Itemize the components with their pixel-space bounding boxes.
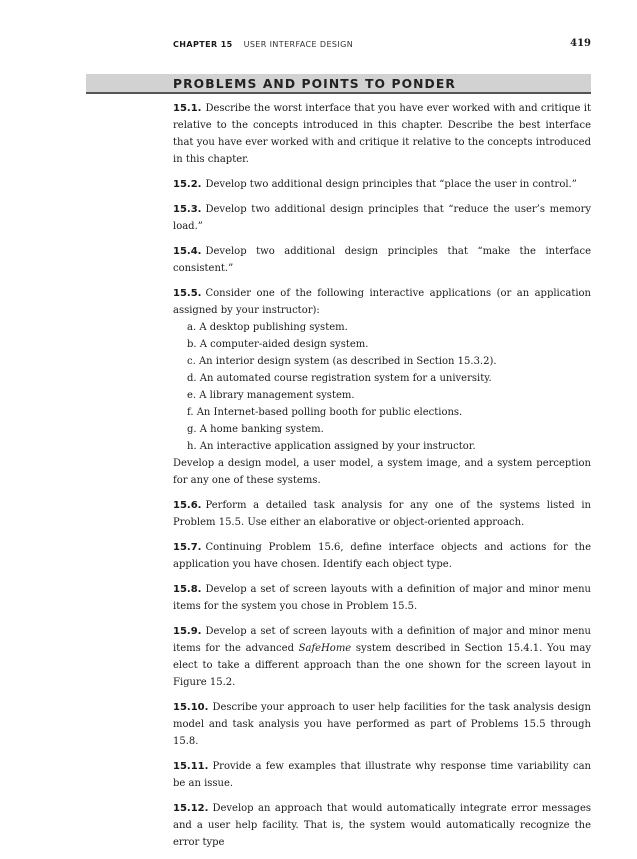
problem-text: Develop an approach that would automatically integrate error messages and a user help facility. That is, the system would automatically recognize the error type — [173, 803, 591, 848]
problem-15-1 — [173, 100, 591, 168]
problem-number: 15.2. — [173, 179, 202, 190]
problem-15-12 — [173, 800, 591, 851]
chapter-label: CHAPTER 15 — [173, 40, 233, 49]
problem-text: Consider one of the following interactive applications (or an application assigned by your instructor): — [173, 288, 591, 316]
problem-number: 15.6. — [173, 500, 202, 511]
problem-number: 15.5. — [173, 288, 202, 299]
problem-number: 15.7. — [173, 542, 202, 553]
problem-text: Develop two additional design principles that “make the interface consistent.” — [173, 246, 591, 274]
list-item: a. A desktop publishing system. — [187, 322, 348, 333]
list-item: e. A library management system. — [187, 390, 355, 401]
problem-15-4 — [173, 243, 591, 277]
problem-text: Provide a few examples that illustrate why response time variability can be an issue. — [173, 761, 591, 789]
problem-15-7 — [173, 539, 591, 573]
list-item: c. An interior design system (as described in Section 15.3.2). — [187, 356, 497, 367]
page-number: 419 — [570, 38, 591, 49]
problem-text: Develop a set of screen layouts with a definition of major and minor menu items for the system you chose in Problem 15.5. — [173, 584, 591, 612]
problem-text: Continuing Problem 15.6, define interface objects and actions for the application you have chosen. Identify each object type. — [173, 542, 591, 570]
problem-number: 15.3. — [173, 204, 202, 215]
problem-text: Develop two additional design principles that “place the user in control.” — [205, 179, 577, 190]
problem-15-3 — [173, 201, 591, 235]
problem-15-11 — [173, 758, 591, 792]
list-item: g. A home banking system. — [187, 424, 324, 435]
problem-15-9 — [173, 623, 591, 691]
list-item: d. An automated course registration system for a university. — [187, 373, 492, 384]
problem-number: 15.1. — [173, 103, 202, 114]
problem-15-8 — [173, 581, 591, 615]
application-options-list — [173, 319, 591, 455]
chapter-title: USER INTERFACE DESIGN — [243, 40, 354, 49]
problem-number: 15.4. — [173, 246, 202, 257]
list-item: f. An Internet-based polling booth for public elections. — [187, 407, 463, 418]
problem-text: Perform a detailed task analysis for any one of the systems listed in Problem 15.5. Use either an elaborative or object-oriented approach. — [173, 500, 591, 528]
problem-15-10 — [173, 699, 591, 750]
running-head — [173, 40, 591, 54]
problem-text: Develop two additional design principles that “reduce the user’s memory load.” — [173, 204, 591, 232]
problem-number: 15.8. — [173, 584, 202, 595]
problem-text: system described in Section 15.4.1. You may elect to take a different approach than the one shown for the screen layout in Figure 15.2. — [173, 643, 591, 688]
problem-number: 15.11. — [173, 761, 209, 772]
list-item: h. An interactive application assigned by your instructor. — [187, 441, 476, 452]
problem-text: Describe your approach to user help facilities for the task analysis design model and task analysis you have performed as part of Problems 15.5 through 15.8. — [173, 702, 591, 747]
section-heading-band — [86, 74, 591, 94]
problem-number: 15.9. — [173, 626, 202, 637]
problem-number: 15.12. — [173, 803, 209, 814]
list-item: b. A computer-aided design system. — [187, 339, 369, 350]
problem-text: Develop a set of screen layouts with a definition of major and minor menu items for the advanced — [173, 626, 591, 654]
problem-text: Describe the worst interface that you have ever worked with and critique it relative to the concepts introduced in this chapter. Describe the best interface that you have ever worked with and critique it relative to the concepts introduced in this chapter. — [173, 103, 591, 165]
problems-list — [173, 100, 591, 859]
problem-15-6 — [173, 497, 591, 531]
problem-15-2 — [173, 176, 591, 193]
problem-number: 15.10. — [173, 702, 209, 713]
section-title: PROBLEMS AND POINTS TO PONDER — [173, 77, 456, 91]
problem-15-5 — [173, 285, 591, 489]
product-name-safehome: SafeHome — [298, 643, 352, 654]
problem-tail-text: Develop a design model, a user model, a system image, and a system perception for any one of these systems. — [173, 458, 591, 486]
